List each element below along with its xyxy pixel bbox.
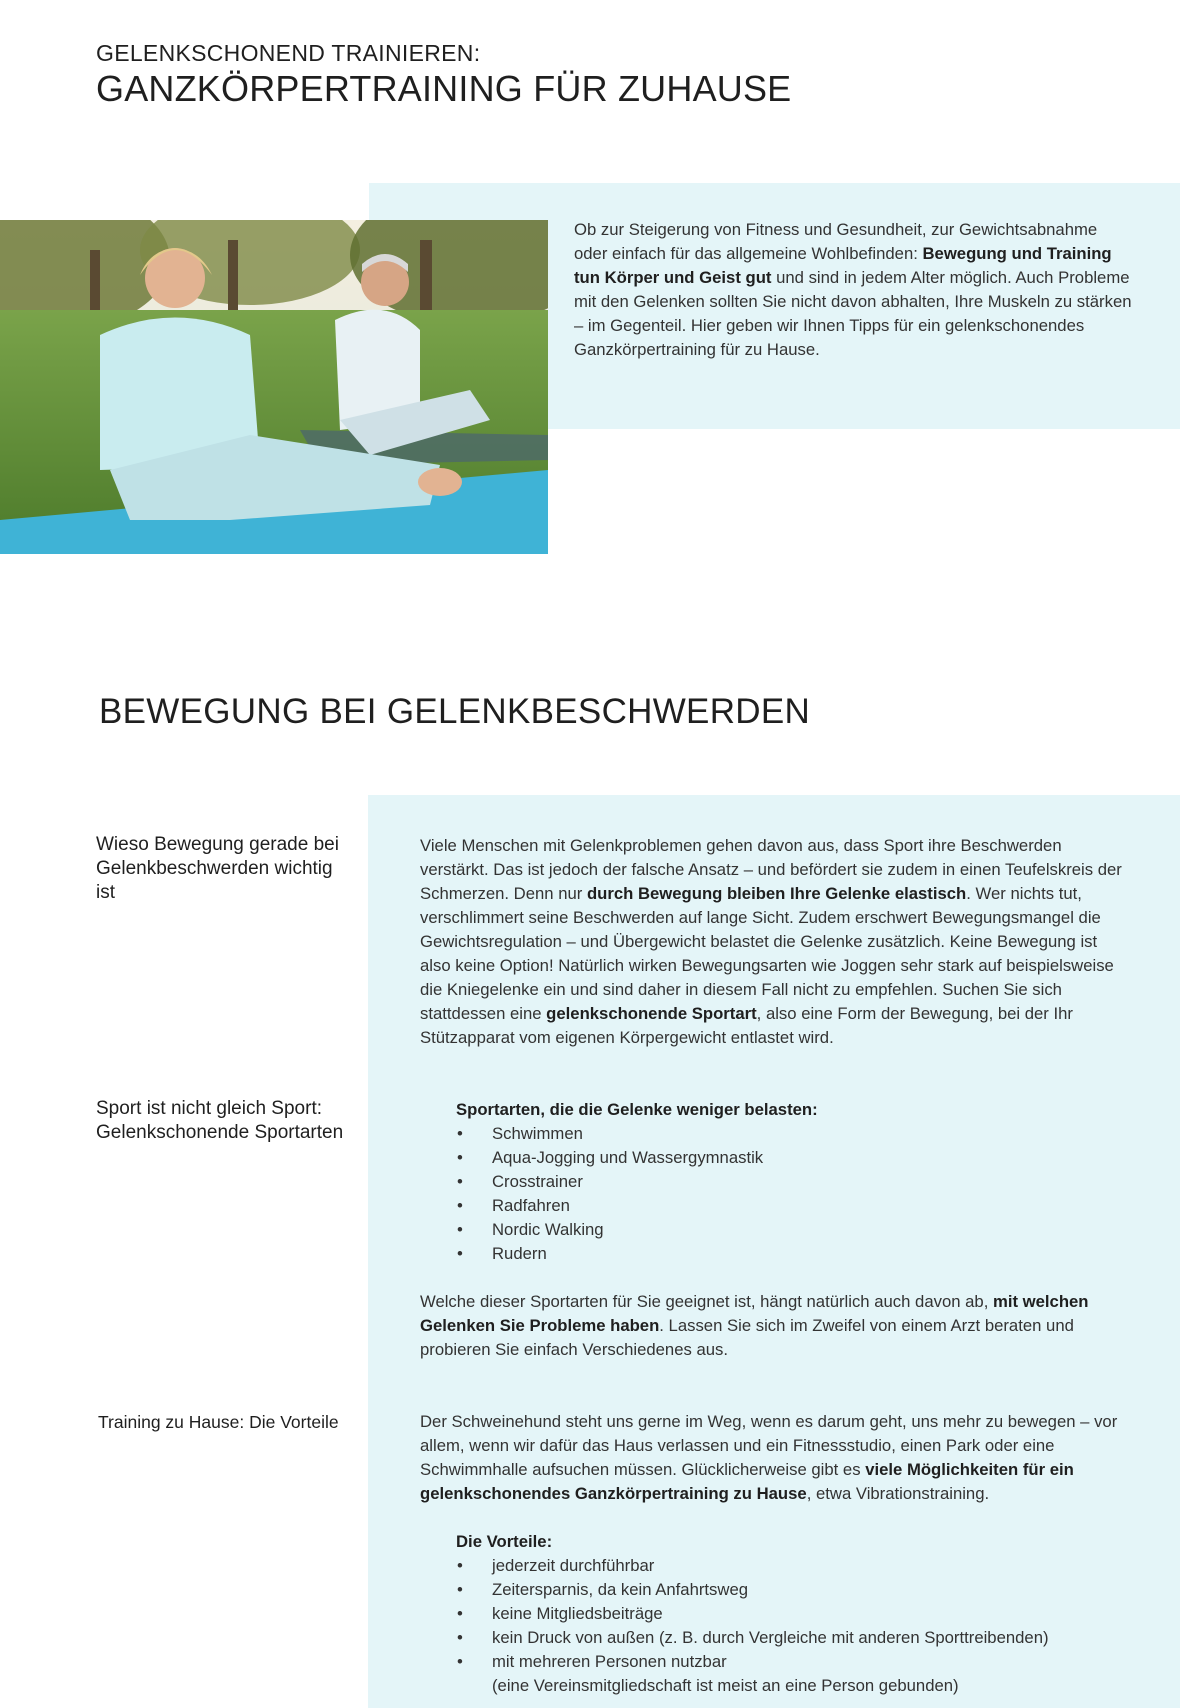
sports-list-heading: Sportarten, die die Gelenke weniger belasten: — [456, 1100, 818, 1119]
intro-text-2: und sind in jedem Alter möglich. Auch Probleme mit den Gelenken sollten Sie nicht davon abhalten, Ihre Muskeln zu stärken – im Gegenteil. Hier geben wir Ihnen Tipps für ein gelenkschonendes Ganzkörpertraining für zu Hause. — [574, 268, 1132, 359]
list-item — [456, 1554, 1136, 1578]
block3-paragraph — [420, 1410, 1132, 1506]
list-item-label: Schwimmen — [492, 1124, 583, 1143]
bullet-icon: • — [457, 1580, 463, 1599]
list-item — [456, 1218, 1136, 1242]
intro-text-1: Ob zur Steigerung von Fitness und Gesundheit, zur Gewichtsabnahme oder einfach für das allgemeine Wohlbefinden: — [574, 220, 1098, 263]
list-item — [456, 1602, 1136, 1626]
list-item-label: Radfahren — [492, 1196, 570, 1215]
bullet-icon: • — [457, 1604, 463, 1623]
block3-heading: Training zu Hause: Die Vorteile — [98, 1412, 339, 1432]
bullet-icon: • — [457, 1652, 463, 1671]
list-item-label: keine Mitgliedsbeiträge — [492, 1604, 663, 1623]
block2-heading: Sport ist nicht gleich Sport: Gelenkschonende Sportarten — [96, 1098, 344, 1143]
bullet-icon: • — [457, 1148, 463, 1167]
block2-paragraph — [420, 1290, 1132, 1362]
block2-text-2: . Lassen Sie sich im Zweifel von einem Arzt beraten und probieren Sie einfach Verschiedenes aus. — [420, 1316, 1074, 1359]
list-item-note: (eine Vereinsmitgliedschaft ist meist an eine Person gebunden) — [492, 1676, 959, 1695]
list-item-label: kein Druck von außen (z. B. durch Vergleiche mit anderen Sporttreibenden) — [492, 1628, 1049, 1647]
list-item-label: Aqua-Jogging und Wassergymnastik — [492, 1148, 764, 1167]
list-item — [456, 1170, 1136, 1194]
list-item-label: mit mehreren Personen nutzbar — [492, 1652, 727, 1671]
page-kicker: GELENKSCHONEND TRAINIEREN: — [96, 40, 481, 66]
hero-photo — [0, 220, 548, 554]
block1-emphasis-1: durch Bewegung bleiben Ihre Gelenke elastisch — [586, 884, 967, 903]
block3-emphasis: viele Möglichkeiten für ein gelenkschonendes Ganzkörpertraining zu Hause — [420, 1460, 1074, 1503]
intro-paragraph — [574, 218, 1134, 362]
block3-text-2: , etwa Vibrationstraining. — [806, 1484, 990, 1503]
block2-emphasis: mit welchen Gelenken Sie Probleme haben — [420, 1292, 1089, 1335]
bullet-icon: • — [457, 1220, 463, 1239]
list-item — [456, 1194, 1136, 1218]
list-item-label: Crosstrainer — [492, 1172, 583, 1191]
list-item — [456, 1626, 1136, 1650]
bullet-icon: • — [457, 1556, 463, 1575]
list-item-label: jederzeit durchführbar — [492, 1556, 655, 1575]
section-title: BEWEGUNG BEI GELENKBESCHWERDEN — [99, 692, 811, 731]
block1-text-2: . Wer nichts tut, verschlimmert seine Beschwerden auf lange Sicht. Zudem erschwert Bewegungsmangel die Gewichtsregulation – und Übergewicht belastet die Gelenke zusätzlich. Keine Bewegung ist also keine Option! Natürlich wirken Bewegungsarten wie Joggen sehr stark auf beispielsweise die Kniegelenke ein und sind daher in diesem Fall nicht zu empfehlen. Suchen Sie sich stattdessen eine — [420, 884, 1114, 1023]
list-item — [456, 1146, 1136, 1170]
bullet-icon: • — [457, 1628, 463, 1647]
block3-text-1: Der Schweinehund steht uns gerne im Weg, wenn es darum geht, uns mehr zu bewegen – vor allem, wenn wir dafür das Haus verlassen und ein Fitnessstudio, einen Park oder eine Schwimmhalle aufsuchen müssen. Glücklicherweise gibt es — [420, 1412, 1118, 1479]
block2-text-1: Welche dieser Sportarten für Sie geeignet ist, hängt natürlich auch davon ab, — [420, 1292, 993, 1311]
bullet-icon: • — [457, 1196, 463, 1215]
list-item — [456, 1122, 1136, 1146]
block1-emphasis-2: gelenkschonende Sportart — [546, 1004, 757, 1023]
bullet-icon: • — [457, 1172, 463, 1191]
list-item — [456, 1578, 1136, 1602]
list-item-label: Rudern — [492, 1244, 547, 1263]
bullet-icon: • — [457, 1244, 463, 1263]
advantages-list-heading: Die Vorteile: — [456, 1532, 553, 1551]
bullet-icon: • — [457, 1124, 463, 1143]
intro-emphasis: Bewegung und Training tun Körper und Geist gut — [574, 244, 1112, 287]
list-item-label: Nordic Walking — [492, 1220, 604, 1239]
advantages-list — [456, 1530, 1136, 1698]
list-item — [456, 1242, 1136, 1266]
block1-heading: Wieso Bewegung gerade bei Gelenkbeschwerden wichtig ist — [96, 834, 339, 903]
block1-paragraph — [420, 834, 1132, 1050]
sports-list — [456, 1098, 1136, 1266]
list-item-label: Zeitersparnis, da kein Anfahrtsweg — [492, 1580, 749, 1599]
block1-text-1: Viele Menschen mit Gelenkproblemen gehen davon aus, dass Sport ihre Beschwerden verstärkt. Das ist jedoch der falsche Ansatz – und befördert sie zudem in einen Teufelskreis der Schmerzen. Denn nur — [420, 836, 1122, 903]
page-title: GANZKÖRPERTRAINING FÜR ZUHAUSE — [96, 68, 792, 109]
list-item — [456, 1650, 1136, 1698]
block1-text-3: , also eine Form der Bewegung, bei der Ihr Stützapparat vom eigenen Körpergewicht entlastet wird. — [420, 1004, 1073, 1047]
